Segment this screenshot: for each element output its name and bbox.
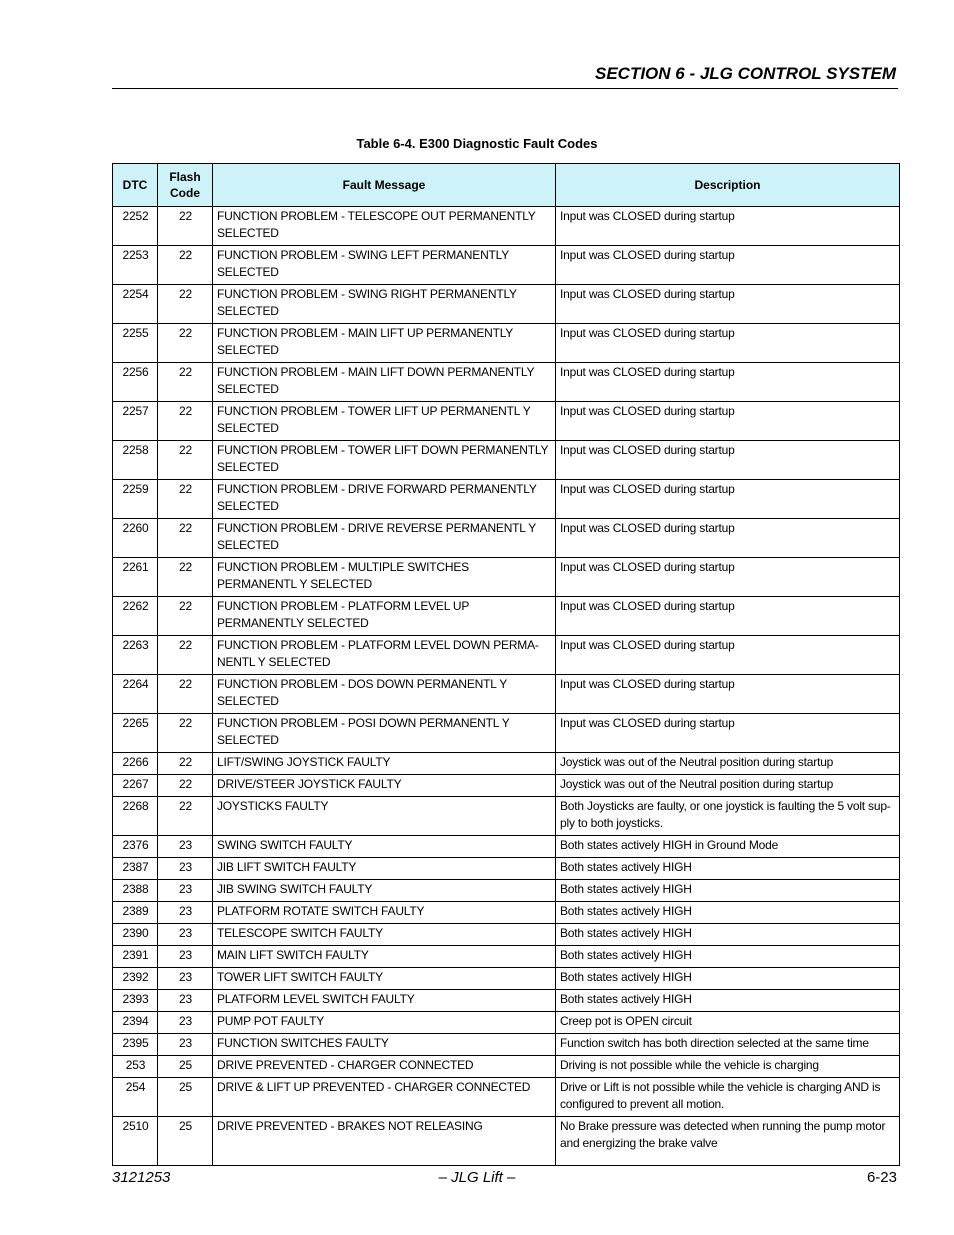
- fault-message-cell: DRIVE & LIFT UP PREVENTED - CHARGER CONNECTED: [213, 1078, 556, 1117]
- fault-message-cell: FUNCTION PROBLEM - PLATFORM LEVEL DOWN PERMA-NENTL Y SELECTED: [213, 636, 556, 675]
- description-cell: Both states actively HIGH: [556, 902, 900, 924]
- dtc-cell: 2262: [113, 597, 158, 636]
- fault-message-cell: FUNCTION PROBLEM - DRIVE REVERSE PERMANENTL Y SELECTED: [213, 519, 556, 558]
- dtc-cell: 2376: [113, 836, 158, 858]
- description-cell: Drive or Lift is not possible while the vehicle is charging AND is configured to prevent all motion.: [556, 1078, 900, 1117]
- dtc-cell: 2253: [113, 246, 158, 285]
- description-cell: Input was CLOSED during startup: [556, 207, 900, 246]
- flash-code-cell: 23: [158, 946, 213, 968]
- fault-message-cell: MAIN LIFT SWITCH FAULTY: [213, 946, 556, 968]
- flash-code-cell: 22: [158, 753, 213, 775]
- dtc-cell: 2268: [113, 797, 158, 836]
- table-row: [113, 675, 900, 714]
- table-header-row: [113, 164, 900, 207]
- flash-code-cell: 23: [158, 1034, 213, 1056]
- flash-code-cell: 23: [158, 858, 213, 880]
- table-row: [113, 753, 900, 775]
- description-cell: Input was CLOSED during startup: [556, 285, 900, 324]
- description-cell: Input was CLOSED during startup: [556, 363, 900, 402]
- fault-message-cell: DRIVE PREVENTED - CHARGER CONNECTED: [213, 1056, 556, 1078]
- fault-message-cell: FUNCTION PROBLEM - DRIVE FORWARD PERMANENTLY SELECTED: [213, 480, 556, 519]
- table-row: [113, 797, 900, 836]
- table-row: [113, 480, 900, 519]
- description-cell: Both states actively HIGH: [556, 968, 900, 990]
- flash-code-cell: 22: [158, 402, 213, 441]
- header-dtc: DTC: [113, 164, 158, 207]
- flash-code-cell: 23: [158, 1012, 213, 1034]
- fault-message-cell: FUNCTION PROBLEM - SWING RIGHT PERMANENTLY SELECTED: [213, 285, 556, 324]
- fault-message-cell: FUNCTION SWITCHES FAULTY: [213, 1034, 556, 1056]
- table-row: [113, 636, 900, 675]
- fault-message-cell: FUNCTION PROBLEM - TOWER LIFT UP PERMANENTL Y SELECTED: [213, 402, 556, 441]
- dtc-cell: 2266: [113, 753, 158, 775]
- table-row: [113, 946, 900, 968]
- table-row: [113, 558, 900, 597]
- fault-message-cell: JIB LIFT SWITCH FAULTY: [213, 858, 556, 880]
- description-cell: Input was CLOSED during startup: [556, 636, 900, 675]
- fault-codes-table: [112, 163, 900, 1166]
- dtc-cell: 2265: [113, 714, 158, 753]
- dtc-cell: 2255: [113, 324, 158, 363]
- dtc-cell: 2392: [113, 968, 158, 990]
- dtc-cell: 2257: [113, 402, 158, 441]
- fault-message-cell: PLATFORM LEVEL SWITCH FAULTY: [213, 990, 556, 1012]
- fault-message-cell: JIB SWING SWITCH FAULTY: [213, 880, 556, 902]
- dtc-cell: 2254: [113, 285, 158, 324]
- fault-message-cell: FUNCTION PROBLEM - MULTIPLE SWITCHES PERMANENTL Y SELECTED: [213, 558, 556, 597]
- section-title: SECTION 6 - JLG CONTROL SYSTEM: [595, 64, 896, 83]
- description-cell: Both Joysticks are faulty, or one joystick is faulting the 5 volt sup-ply to both joysticks.: [556, 797, 900, 836]
- flash-code-cell: 22: [158, 714, 213, 753]
- dtc-cell: 2387: [113, 858, 158, 880]
- dtc-cell: 2260: [113, 519, 158, 558]
- flash-code-cell: 23: [158, 902, 213, 924]
- description-cell: Input was CLOSED during startup: [556, 558, 900, 597]
- flash-code-cell: 22: [158, 480, 213, 519]
- description-cell: Input was CLOSED during startup: [556, 714, 900, 753]
- dtc-cell: 2256: [113, 363, 158, 402]
- table-row: [113, 519, 900, 558]
- flash-code-cell: 22: [158, 363, 213, 402]
- table-row: [113, 324, 900, 363]
- description-cell: Joystick was out of the Neutral position during startup: [556, 775, 900, 797]
- description-cell: Joystick was out of the Neutral position during startup: [556, 753, 900, 775]
- description-cell: Input was CLOSED during startup: [556, 480, 900, 519]
- flash-code-cell: 23: [158, 968, 213, 990]
- flash-code-cell: 25: [158, 1117, 213, 1166]
- description-cell: Input was CLOSED during startup: [556, 246, 900, 285]
- description-cell: Driving is not possible while the vehicle is charging: [556, 1056, 900, 1078]
- flash-code-cell: 22: [158, 675, 213, 714]
- table-row: [113, 1012, 900, 1034]
- description-cell: Input was CLOSED during startup: [556, 324, 900, 363]
- fault-message-cell: FUNCTION PROBLEM - POSI DOWN PERMANENTL Y SELECTED: [213, 714, 556, 753]
- fault-message-cell: PLATFORM ROTATE SWITCH FAULTY: [213, 902, 556, 924]
- flash-code-cell: 22: [158, 207, 213, 246]
- dtc-cell: 2258: [113, 441, 158, 480]
- dtc-cell: 2264: [113, 675, 158, 714]
- dtc-cell: 2393: [113, 990, 158, 1012]
- footer-center-text: – JLG Lift –: [438, 1169, 516, 1186]
- fault-message-cell: LIFT/SWING JOYSTICK FAULTY: [213, 753, 556, 775]
- dtc-cell: 2259: [113, 480, 158, 519]
- dtc-cell: 2388: [113, 880, 158, 902]
- description-cell: Input was CLOSED during startup: [556, 519, 900, 558]
- flash-code-cell: 22: [158, 519, 213, 558]
- dtc-cell: 2390: [113, 924, 158, 946]
- header-flash-code: Flash Code: [158, 164, 213, 207]
- table-row: [113, 902, 900, 924]
- flash-code-cell: 22: [158, 636, 213, 675]
- header-rule: [112, 88, 898, 89]
- flash-code-cell: 22: [158, 246, 213, 285]
- fault-message-cell: DRIVE PREVENTED - BRAKES NOT RELEASING: [213, 1117, 556, 1166]
- flash-code-cell: 22: [158, 285, 213, 324]
- fault-message-cell: FUNCTION PROBLEM - TELESCOPE OUT PERMANENTLY SELECTED: [213, 207, 556, 246]
- dtc-cell: 253: [113, 1056, 158, 1078]
- table-row: [113, 880, 900, 902]
- flash-code-cell: 22: [158, 441, 213, 480]
- description-cell: Both states actively HIGH: [556, 990, 900, 1012]
- table-row: [113, 1117, 900, 1166]
- flash-code-cell: 23: [158, 924, 213, 946]
- table-row: [113, 990, 900, 1012]
- table-row: [113, 207, 900, 246]
- description-cell: Both states actively HIGH: [556, 946, 900, 968]
- table-caption: Table 6-4. E300 Diagnostic Fault Codes: [356, 136, 598, 151]
- table-row: [113, 775, 900, 797]
- dtc-cell: 2263: [113, 636, 158, 675]
- fault-message-cell: JOYSTICKS FAULTY: [213, 797, 556, 836]
- table-row: [113, 714, 900, 753]
- description-cell: Both states actively HIGH: [556, 858, 900, 880]
- dtc-cell: 2391: [113, 946, 158, 968]
- table-row: [113, 597, 900, 636]
- dtc-cell: 2389: [113, 902, 158, 924]
- fault-message-cell: TELESCOPE SWITCH FAULTY: [213, 924, 556, 946]
- fault-message-cell: FUNCTION PROBLEM - TOWER LIFT DOWN PERMANENTLY SELECTED: [213, 441, 556, 480]
- fault-message-cell: FUNCTION PROBLEM - DOS DOWN PERMANENTL Y SELECTED: [213, 675, 556, 714]
- page-number: 6-23: [866, 1169, 897, 1186]
- dtc-cell: 2267: [113, 775, 158, 797]
- dtc-cell: 254: [113, 1078, 158, 1117]
- dtc-cell: 2510: [113, 1117, 158, 1166]
- flash-code-cell: 25: [158, 1056, 213, 1078]
- description-cell: Creep pot is OPEN circuit: [556, 1012, 900, 1034]
- table-row: [113, 285, 900, 324]
- description-cell: Both states actively HIGH: [556, 924, 900, 946]
- flash-code-cell: 22: [158, 597, 213, 636]
- flash-code-cell: 23: [158, 990, 213, 1012]
- fault-message-cell: FUNCTION PROBLEM - MAIN LIFT UP PERMANENTLY SELECTED: [213, 324, 556, 363]
- fault-message-cell: FUNCTION PROBLEM - MAIN LIFT DOWN PERMANENTLY SELECTED: [213, 363, 556, 402]
- table-row: [113, 836, 900, 858]
- header-description: Description: [556, 164, 900, 207]
- dtc-cell: 2395: [113, 1034, 158, 1056]
- fault-message-cell: DRIVE/STEER JOYSTICK FAULTY: [213, 775, 556, 797]
- fault-message-cell: SWING SWITCH FAULTY: [213, 836, 556, 858]
- table-row: [113, 1078, 900, 1117]
- table-row: [113, 363, 900, 402]
- description-cell: Both states actively HIGH: [556, 880, 900, 902]
- fault-message-cell: FUNCTION PROBLEM - SWING LEFT PERMANENTLY SELECTED: [213, 246, 556, 285]
- table-row: [113, 924, 900, 946]
- table-row: [113, 968, 900, 990]
- description-cell: Input was CLOSED during startup: [556, 597, 900, 636]
- table-row: [113, 246, 900, 285]
- description-cell: Function switch has both direction selected at the same time: [556, 1034, 900, 1056]
- header-fault-message: Fault Message: [213, 164, 556, 207]
- description-cell: Input was CLOSED during startup: [556, 675, 900, 714]
- flash-code-cell: 23: [158, 836, 213, 858]
- description-cell: No Brake pressure was detected when running the pump motor and energizing the brake valve: [556, 1117, 900, 1166]
- doc-number: 3121253: [112, 1169, 171, 1186]
- table-row: [113, 1056, 900, 1078]
- description-cell: Both states actively HIGH in Ground Mode: [556, 836, 900, 858]
- flash-code-cell: 22: [158, 558, 213, 597]
- flash-code-cell: 23: [158, 880, 213, 902]
- table-row: [113, 441, 900, 480]
- fault-message-cell: PUMP POT FAULTY: [213, 1012, 556, 1034]
- dtc-cell: 2252: [113, 207, 158, 246]
- table-row: [113, 402, 900, 441]
- table-row: [113, 1034, 900, 1056]
- fault-message-cell: TOWER LIFT SWITCH FAULTY: [213, 968, 556, 990]
- description-cell: Input was CLOSED during startup: [556, 402, 900, 441]
- dtc-cell: 2261: [113, 558, 158, 597]
- flash-code-cell: 22: [158, 775, 213, 797]
- flash-code-cell: 22: [158, 324, 213, 363]
- description-cell: Input was CLOSED during startup: [556, 441, 900, 480]
- table-row: [113, 858, 900, 880]
- dtc-cell: 2394: [113, 1012, 158, 1034]
- fault-message-cell: FUNCTION PROBLEM - PLATFORM LEVEL UP PERMANENTLY SELECTED: [213, 597, 556, 636]
- flash-code-cell: 25: [158, 1078, 213, 1117]
- flash-code-cell: 22: [158, 797, 213, 836]
